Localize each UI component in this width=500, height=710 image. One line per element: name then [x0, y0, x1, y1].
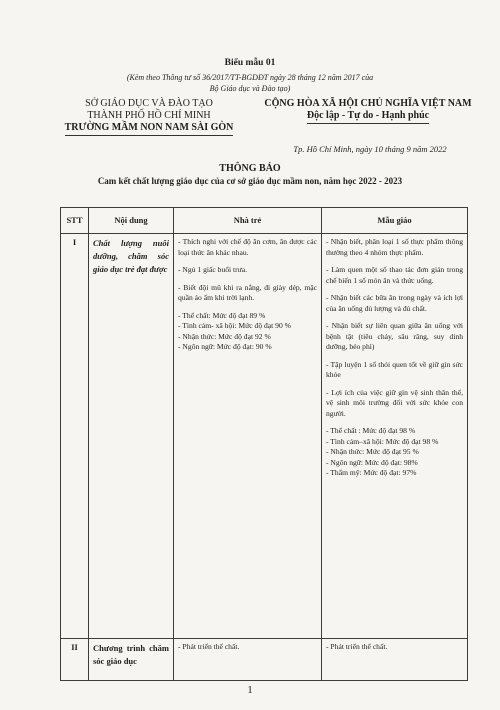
stat-item: - Nhận thức: Mức độ đạt 92 % — [178, 331, 271, 341]
column-header-nursery: Nhà trẻ — [174, 208, 322, 234]
column-header-stt: STT — [61, 208, 89, 234]
row-content: Chất lượng nuôi dưỡng, chăm sóc giáo dục trẻ đạt được — [89, 234, 174, 639]
form-note-line: (Kèm theo Thông tư số 36/2017/TT-BGDĐT ngày 28 tháng 12 năm 2017 của — [126, 73, 374, 82]
school-name: TRƯỜNG MẦM NON NAM SÀI GÒN — [65, 122, 234, 136]
list-item: - Tập luyện 1 số thói quen tốt về giữ gìn sức khỏe — [326, 359, 463, 379]
document-title: THÔNG BÁO — [219, 163, 281, 174]
place-date: Tp. Hồ Chí Minh, ngày 10 tháng 9 năm 2022 — [293, 144, 447, 154]
stat-item: - Thể chất : Mức độ đạt 98 % — [326, 426, 416, 435]
list-item: - Phát triển thể chất. — [326, 642, 388, 651]
document-subtitle: Cam kết chất lượng giáo dục của cơ sở giáo dục mầm non, năm học 2022 - 2023 — [97, 176, 403, 186]
nursery-cell — [174, 639, 322, 681]
table-row — [61, 234, 468, 639]
national-motto: Độc lập - Tự do - Hạnh phúc — [307, 110, 429, 124]
list-item: - Ngủ 1 giấc buổi trưa. — [178, 265, 248, 274]
stat-item: - Tình cảm–xã hội: Mức độ đạt 98 % — [326, 436, 439, 446]
stat-item: - Thẩm mỹ: Mức độ đạt: 97% — [326, 468, 417, 477]
column-header-kindergarten: Mẫu giáo — [322, 208, 468, 234]
department-name: SỞ GIÁO DỤC VÀ ĐÀO TẠO — [85, 98, 213, 109]
kindergarten-cell — [322, 639, 468, 681]
list-item: - Làm quen một số thao tác đơn giản trong chế biến 1 số món ăn và thức uống. — [326, 265, 463, 285]
form-note — [100, 72, 400, 94]
department-header — [44, 98, 254, 136]
national-header — [248, 98, 488, 124]
row-number: I — [61, 234, 89, 639]
nursery-cell — [174, 234, 322, 639]
form-note-line: Bộ Giáo dục và Đào tạo) — [209, 84, 291, 93]
kindergarten-cell — [322, 234, 468, 639]
list-item: - Phát triển thể chất. — [178, 642, 240, 651]
form-title: Biểu mẫu 01 — [224, 58, 276, 68]
page-number: 1 — [247, 684, 253, 696]
table-row — [61, 639, 468, 681]
list-item: - Biết đội mũ khi ra nắng, đi giày dép, mặc quần áo ấm khi trời lạnh. — [178, 282, 317, 302]
row-content: Chương trình chăm sóc giáo dục — [89, 639, 174, 681]
city-name: THÀNH PHỐ HỒ CHÍ MINH — [87, 110, 211, 121]
list-item: - Nhận biết, phân loại 1 số thực phẩm thông thường theo 4 nhóm thực phẩm. — [326, 237, 463, 257]
stat-item: - Ngôn ngữ: Mức độ đạt: 98% — [326, 457, 418, 467]
row-number: II — [61, 639, 89, 681]
stat-item: - Tình cảm- xã hội: Mức độ đạt 90 % — [178, 321, 292, 330]
list-item: - Nhận biết sự liên quan giữa ăn uống với bệnh tật (tiêu chảy, sâu răng, suy dinh dưỡng, béo phì) — [326, 321, 463, 351]
stat-item: - Ngôn ngữ: Mức độ đạt: 90 % — [178, 342, 272, 351]
country-name: CỘNG HÒA XÃ HỘI CHỦ NGHĨA VIỆT NAM — [264, 98, 472, 109]
stat-item: - Thể chất: Mức độ đạt 89 % — [178, 310, 266, 320]
list-item: - Thích nghi với chế độ ăn cơm, ăn được các loại thức ăn khác nhau. — [178, 237, 317, 257]
list-item: - Lợi ích của việc giữ gìn vệ sinh thân thể, vệ sinh môi trường đối với sức khỏe con người. — [326, 387, 463, 418]
commitment-table — [60, 207, 468, 681]
table-header-row — [61, 208, 468, 234]
column-header-content: Nội dung — [89, 208, 174, 234]
list-item: - Nhận biết các bữa ăn trong ngày và ích lợi của ăn uống đủ lượng và đủ chất. — [326, 293, 463, 313]
stat-item: - Nhận thức: Mức độ đạt 95 % — [326, 447, 419, 456]
